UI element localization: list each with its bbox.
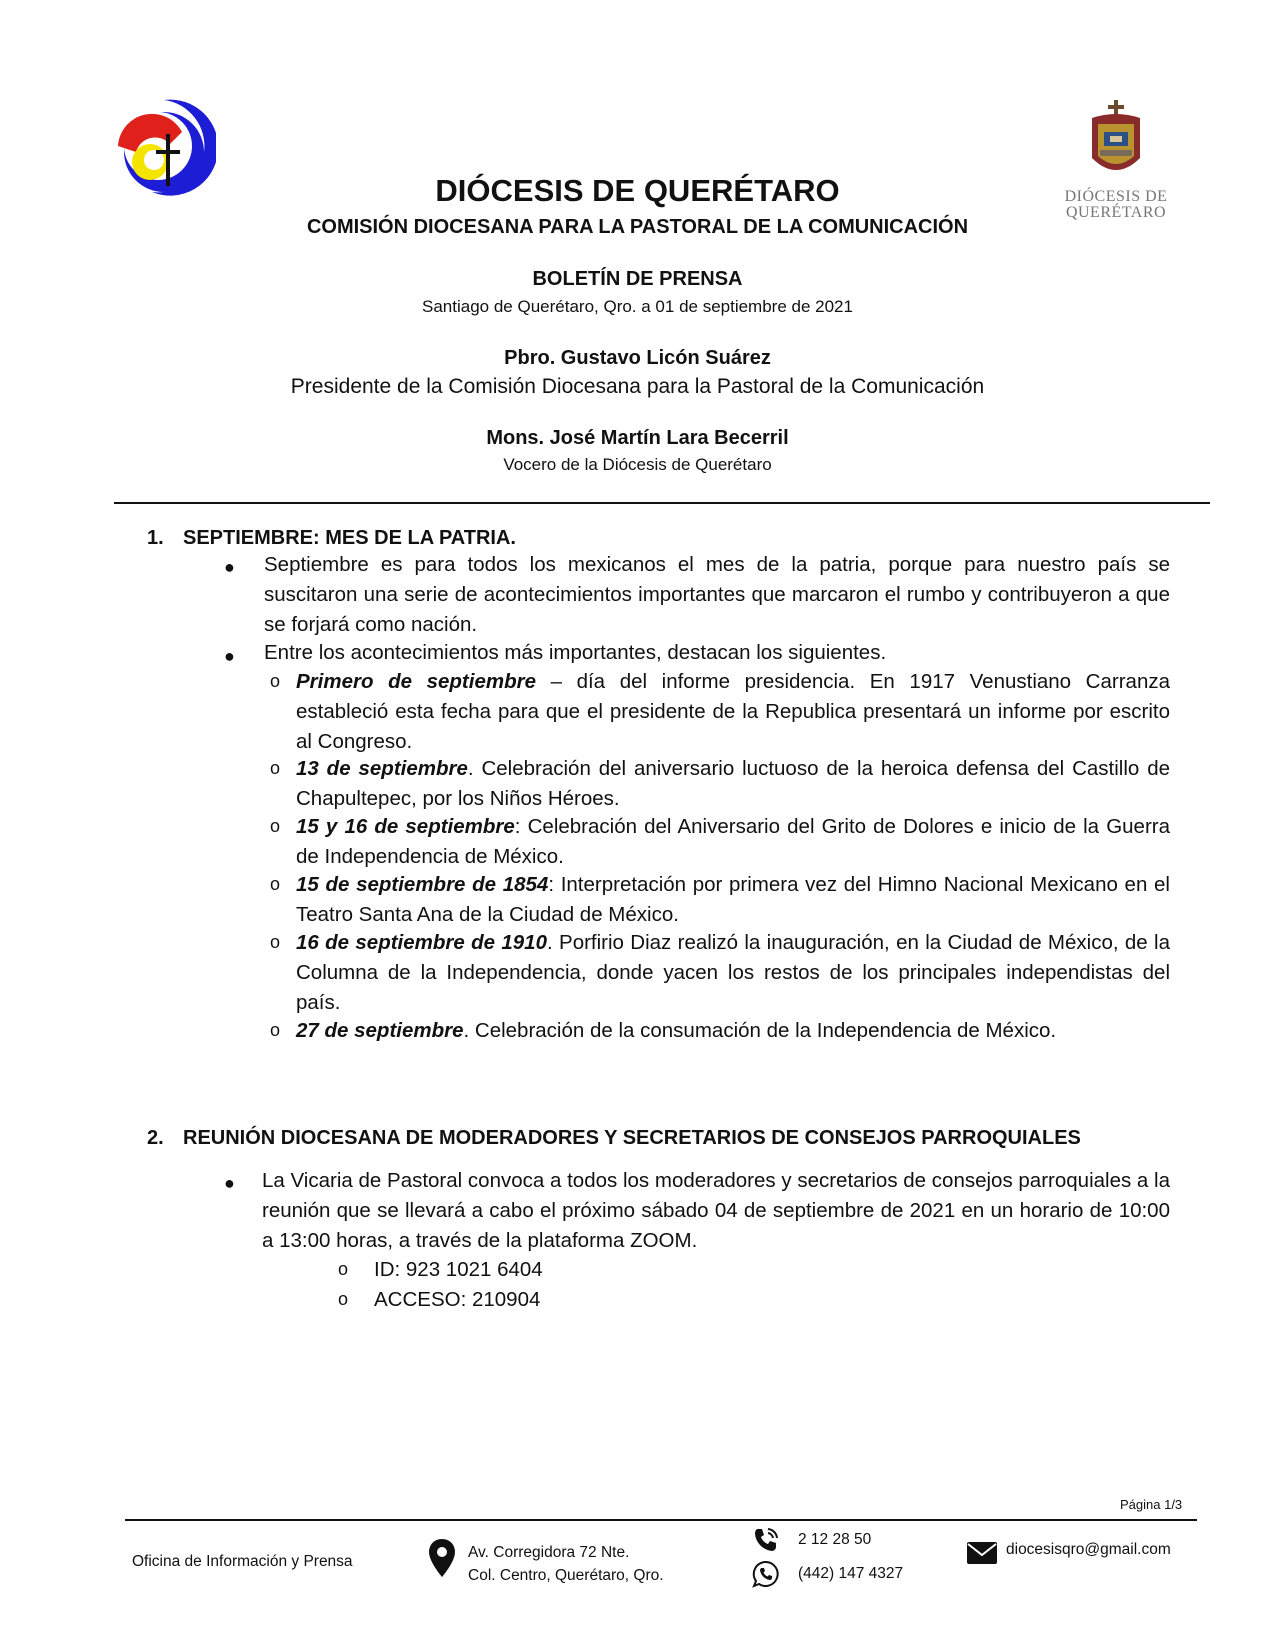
circle-bullet-icon: o	[270, 671, 281, 691]
list-item	[296, 1016, 1170, 1046]
event-date: 27 de septiembre	[296, 1019, 464, 1042]
signatory-name-2: Mons. José Martín Lara Becerril	[486, 427, 789, 449]
bullet-icon: ●	[224, 557, 235, 577]
section-heading-2	[147, 1127, 1081, 1150]
section-title: REUNIÓN DIOCESANA DE MODERADORES Y SECRETARIOS DE CONSEJOS PARROQUIALES	[183, 1127, 1081, 1149]
event-date: 15 de septiembre de 1854	[296, 873, 549, 896]
event-date: 15 y 16 de septiembre	[296, 815, 515, 838]
list-item	[296, 754, 1170, 814]
event-date: 13 de septiembre	[296, 757, 468, 780]
circle-bullet-icon: o	[338, 1259, 349, 1279]
email-icon	[966, 1541, 998, 1565]
address-line-2: Col. Centro, Querétaro, Qro.	[468, 1567, 664, 1584]
event-text: : Interpretación por primera vez del Himno Nacional Mexicano en el Teatro Santa Ana de la Ciudad de México.	[296, 873, 1170, 926]
dateline: Santiago de Querétaro, Qro. a 01 de septiembre de 2021	[422, 297, 853, 316]
footer-divider	[125, 1519, 1197, 1521]
document-title: DIÓCESIS DE QUERÉTARO	[435, 173, 840, 208]
page-number: Página 1/3	[1120, 1497, 1183, 1512]
section-heading-1	[147, 527, 516, 550]
phone-icon	[752, 1526, 780, 1554]
circle-bullet-icon: o	[270, 758, 281, 778]
bullet-icon: ●	[224, 1173, 235, 1193]
section-title: SEPTIEMBRE: MES DE LA PATRIA.	[183, 527, 516, 549]
circle-bullet-icon: o	[270, 874, 281, 894]
event-date: 16 de septiembre de 1910	[296, 931, 547, 954]
email-address: diocesisqro@gmail.com	[1006, 1541, 1171, 1558]
document-subtitle: COMISIÓN DIOCESANA PARA LA PASTORAL DE LA COMUNICACIÓN	[306, 216, 969, 238]
address-line-1: Av. Corregidora 72 Nte.	[468, 1544, 630, 1561]
seal-caption-2: QUERÉTARO	[1065, 204, 1167, 221]
section-number: 2.	[147, 1127, 164, 1149]
bullet-icon: ●	[224, 646, 235, 666]
circle-bullet-icon: o	[270, 816, 281, 836]
bullet-text: Septiembre es para todos los mexicanos el mes de la patria, porque para nuestro país se suscitaron una serie de acontecimientos importantes que marcaron el rumbo y contribuyeron a que se forjará como nación.	[264, 553, 1170, 636]
signatory-role-2: Vocero de la Diócesis de Querétaro	[503, 455, 772, 474]
location-pin-icon	[428, 1538, 456, 1578]
seal-shield-icon	[1086, 100, 1146, 184]
bullet-text: Entre los acontecimientos más importantes, destacan los siguientes.	[264, 641, 887, 664]
event-text: – día del informe presidencia. En 1917 Venustiano Carranza estableció esta fecha para que el presidente de la Republica presentará un informe por escrito al Congreso.	[296, 670, 1170, 753]
signatory-role-1: Presidente de la Comisión Diocesana para la Pastoral de la Comunicación	[290, 375, 985, 398]
seal-caption-1: DIÓCESIS DE	[1064, 188, 1168, 205]
phone-number: 2 12 28 50	[798, 1531, 872, 1548]
list-item	[296, 667, 1170, 757]
bullet-text: La Vicaria de Pastoral convoca a todos los moderadores y secretarios de consejos parroquiales a la reunión que se llevará a cabo el próximo sábado 04 de septiembre de 2021 en un horario de 10:00 a 13:00 horas, a través de la plataforma ZOOM.	[262, 1169, 1170, 1252]
event-text: . Celebración del aniversario luctuoso de la heroica defensa del Castillo de Chapultepec, por los Niños Héroes.	[296, 757, 1170, 810]
meeting-access: ACCESO: 210904	[374, 1288, 541, 1311]
circle-bullet-icon: o	[270, 1020, 281, 1040]
office-name: Oficina de Información y Prensa	[132, 1553, 353, 1570]
whatsapp-number: (442) 147 4327	[798, 1565, 904, 1582]
event-text: . Porfirio Diaz realizó la inauguración, en la Ciudad de México, de la Columna de la Independencia, donde yacen los restos de los principales independistas del país.	[296, 931, 1170, 1014]
whatsapp-icon	[752, 1560, 780, 1588]
section-number: 1.	[147, 527, 164, 549]
list-item	[296, 928, 1170, 1018]
signatory-name-1: Pbro. Gustavo Licón Suárez	[504, 347, 771, 369]
list-item	[296, 812, 1170, 872]
event-text: : Celebración del Aniversario del Grito de Dolores e inicio de la Guerra de Independencia de México.	[296, 815, 1170, 868]
list-item	[296, 870, 1170, 930]
event-date: Primero de septiembre	[296, 670, 536, 693]
meeting-id: ID: 923 1021 6404	[374, 1258, 543, 1281]
bulletin-heading: BOLETÍN DE PRENSA	[532, 268, 743, 290]
circle-bullet-icon: o	[270, 932, 281, 952]
header-divider	[114, 502, 1210, 504]
event-text: . Celebración de la consumación de la Independencia de México.	[463, 1019, 1057, 1042]
circle-bullet-icon: o	[338, 1289, 349, 1309]
